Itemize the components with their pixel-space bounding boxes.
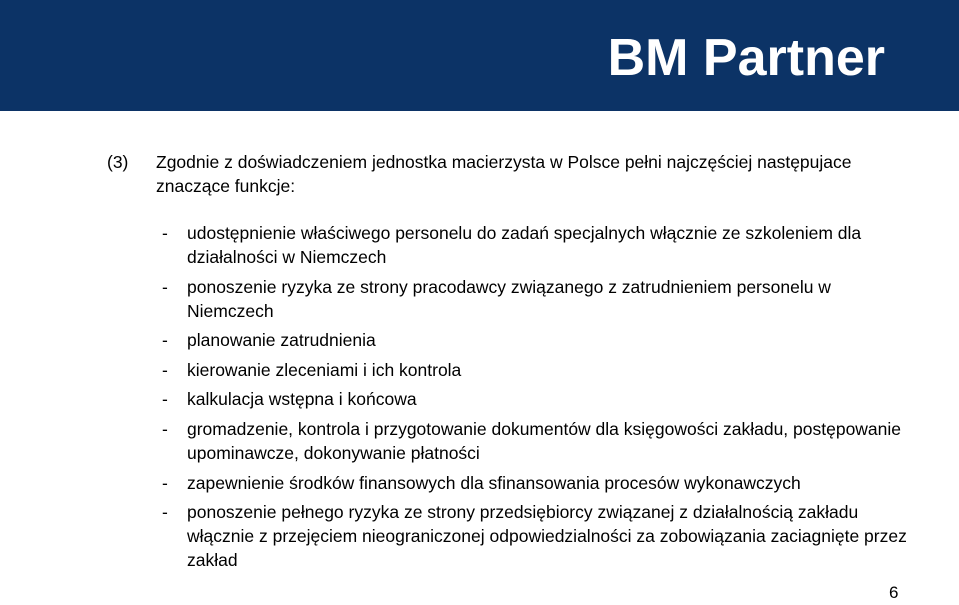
list-bullet: - [162,359,168,380]
list-bullet: - [162,472,168,493]
list-item [162,221,922,269]
list-item-text: planowanie zatrudnienia [187,330,376,351]
list-item [162,387,922,411]
paragraph-text: Zgodnie z doświadczeniem jednostka macierzysta w Polsce pełni najczęściej następujace znaczące funkcje: [156,152,852,196]
list-item-text: ponoszenie ryzyka ze strony pracodawcy związanego z zatrudnieniem personelu w Niemczech [187,276,831,321]
list-item [162,328,922,352]
list-item [162,417,922,465]
list-item-text: gromadzenie, kontrola i przygotowanie dokumentów dla księgowości zakładu, postępowanie upominawcze, dokonywanie płatności [187,418,902,463]
list-item-text: ponoszenie pełnego ryzyka ze strony przedsiębiorcy związanej z działalnością zakładu włącznie z przejęciem nieograniczonej odpowiedzialności za zobowiązania zaciagnięte przez zakład [187,502,907,571]
list-bullet: - [162,502,168,523]
list-item-text: kalkulacja wstępna i końcowa [187,389,417,410]
list-item [162,471,922,495]
list-item [162,500,922,572]
list-item [162,358,922,382]
paragraph-number: (3) [107,152,129,172]
list-item [162,275,922,323]
page-number: 6 [889,583,899,602]
list-item-text: kierowanie zleceniami i ich kontrola [187,359,462,380]
list-item-text: zapewnienie środków finansowych dla sfinansowania procesów wykonawczych [187,472,801,493]
list-bullet: - [162,276,168,297]
function-list [162,221,922,578]
list-item-text: udostępnienie właściwego personelu do zadań specjalnych włącznie ze szkoleniem dla działalności w Niemczech [187,223,862,267]
brand-title: BM Partner [607,29,885,87]
list-bullet: - [162,330,168,351]
list-bullet: - [162,418,168,439]
list-bullet: - [162,389,168,410]
list-bullet: - [162,223,168,243]
